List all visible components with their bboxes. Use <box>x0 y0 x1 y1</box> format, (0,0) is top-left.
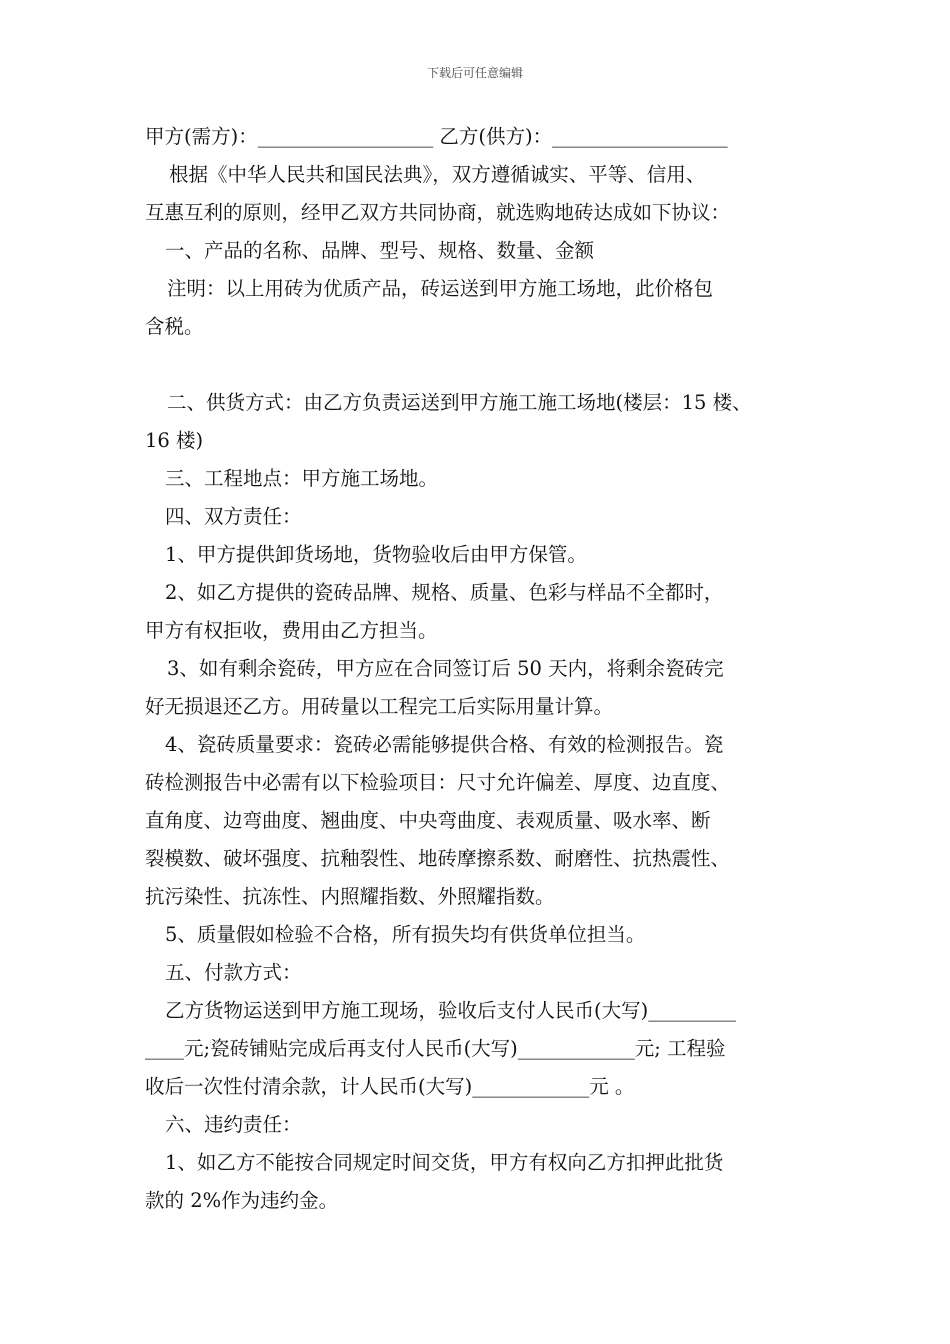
clause-line: 4、瓷砖质量要求：瓷砖必需能够提供合格、有效的检测报告。瓷 <box>165 733 724 756</box>
payment-line: 收后一次性付清余款，计人民币(大写)____________元 。 <box>145 1075 635 1098</box>
clause-line: 1、如乙方不能按合同规定时间交货，甲方有权向乙方扣押此批货 <box>165 1151 724 1174</box>
contract-body <box>145 118 825 1220</box>
clause-line: 款的 2%作为违约金。 <box>145 1189 339 1212</box>
payment-line: ____元;瓷砖铺贴完成后再支付人民币(大写)____________元; 工程验 <box>145 1037 726 1060</box>
section-heading: 六、违约责任： <box>165 1113 302 1136</box>
section-heading: 三、工程地点：甲方施工场地。 <box>165 467 439 490</box>
section-heading: 四、双方责任： <box>165 505 302 528</box>
clause-line: 砖检测报告中必需有以下检验项目：尺寸允许偏差、厚度、边直度、 <box>145 771 731 794</box>
section-line: 16 楼) <box>145 429 204 452</box>
blank-gap <box>145 346 825 384</box>
clause-line: 裂模数、破坏强度、抗釉裂性、地砖摩擦系数、耐磨性、抗热震性、 <box>145 847 731 870</box>
preamble-line: 互惠互利的原则，经甲乙双方共同协商，就选购地砖达成如下协议： <box>145 201 731 224</box>
clause-line: 1、甲方提供卸货场地，货物验收后由甲方保管。 <box>165 543 587 566</box>
section-heading: 二、供货方式：由乙方负责运送到甲方施工施工场地(楼层：15 楼、 <box>167 391 752 414</box>
preamble-line: 根据《中华人民共和国民法典》，双方遵循诚实、平等、信用、 <box>169 163 706 186</box>
clause-line: 好无损退还乙方。用砖量以工程完工后实际用量计算。 <box>145 695 614 718</box>
clause-line: 甲方有权拒收，费用由乙方担当。 <box>145 619 438 642</box>
clause-line: 抗污染性、抗冻性、内照耀指数、外照耀指数。 <box>145 885 555 908</box>
note-line: 注明：以上用砖为优质产品，砖运送到甲方施工场地，此价格包 <box>167 277 714 300</box>
clause-line: 2、如乙方提供的瓷砖品牌、规格、质量、色彩与样品不全都时， <box>165 581 724 604</box>
page-header: 下载后可任意编辑 <box>426 66 523 80</box>
clause-line: 直角度、边弯曲度、翘曲度、中央弯曲度、表观质量、吸水率、断 <box>145 809 711 832</box>
section-heading: 五、付款方式： <box>165 961 302 984</box>
clause-line: 5、质量假如检验不合格，所有损失均有供货单位担当。 <box>165 923 646 946</box>
section-heading: 一、产品的名称、品牌、型号、规格、数量、金额 <box>165 239 595 262</box>
clause-line: 3、如有剩余瓷砖，甲方应在合同签订后 50 天内，将剩余瓷砖完 <box>167 657 724 680</box>
note-line: 含税。 <box>145 315 204 338</box>
party-line: 甲方(需方)：__________________ 乙方(供方)：__________________ <box>145 125 728 148</box>
payment-line: 乙方货物运送到甲方施工现场，验收后支付人民币(大写)_________ <box>165 999 736 1022</box>
